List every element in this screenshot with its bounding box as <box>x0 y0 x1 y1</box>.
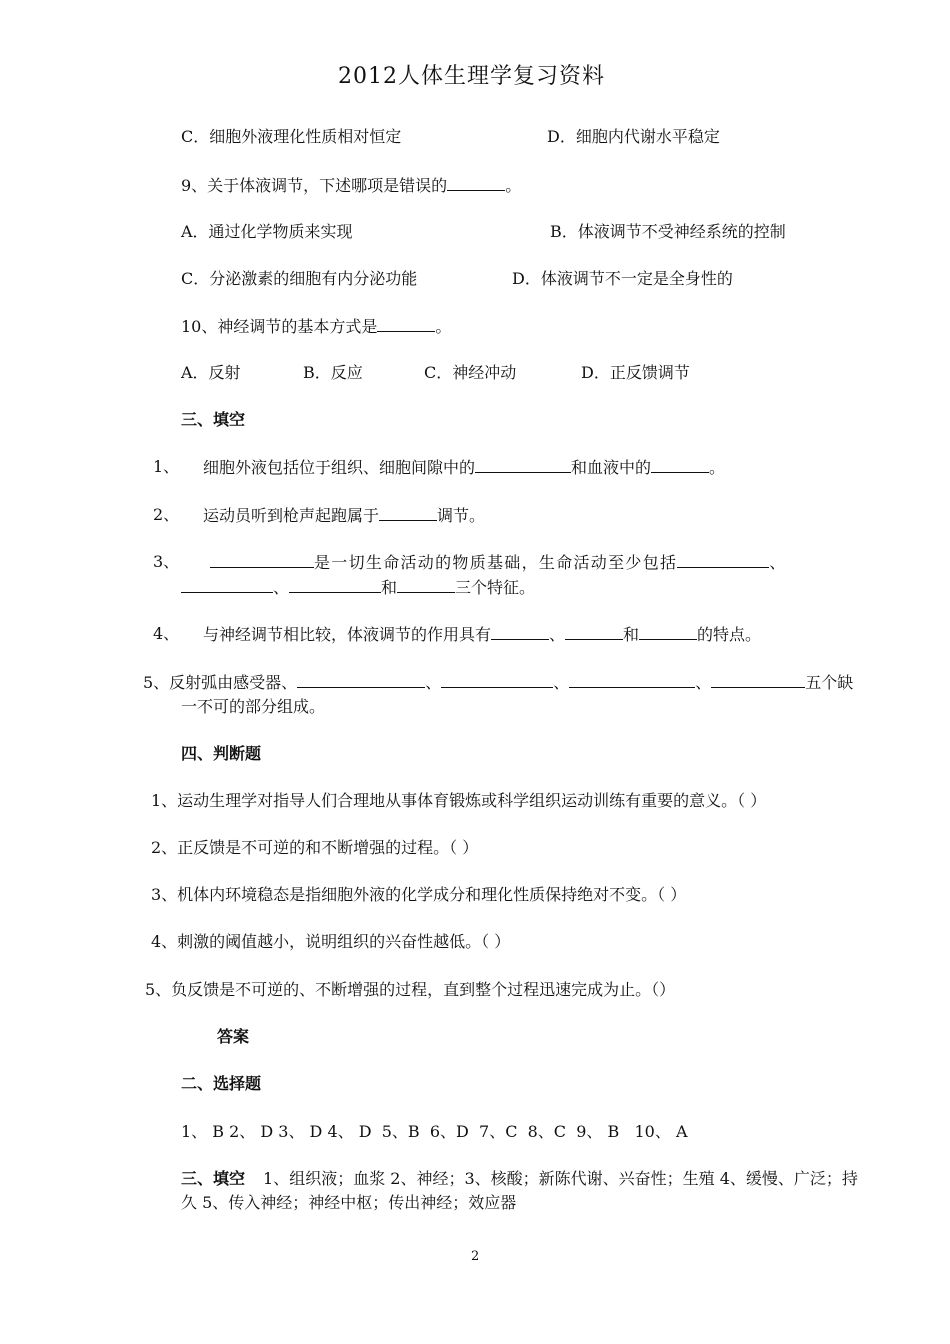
page-title: 2012人体生理学复习资料 <box>338 64 605 89</box>
fill-q3-line2 <box>181 576 535 599</box>
answer-blank <box>639 623 697 640</box>
separator: 、 <box>553 673 570 692</box>
fill-q5-line1 <box>143 671 853 694</box>
fill-q1-text-c: 。 <box>709 458 726 477</box>
fill-q1-number: 1、 <box>153 457 180 476</box>
answer-blank <box>475 456 571 473</box>
answer-blank <box>210 551 314 568</box>
fill-q1-text-b: 和血液中的 <box>571 458 652 477</box>
answer-blank <box>677 551 769 568</box>
fill-q3-number: 3、 <box>153 552 180 571</box>
answer-blank <box>651 456 709 473</box>
fill-q3-text-c: 、 <box>273 578 290 597</box>
fill-q5-text-a: 5、反射弧由感受器、 <box>143 673 298 692</box>
answer-blank <box>297 671 425 688</box>
fill-q4-text-b: 、 <box>549 625 566 644</box>
fill-q2-number: 2、 <box>153 505 180 524</box>
judge-heading: 四、判断题 <box>181 744 262 763</box>
fill-q4-text-d: 的特点。 <box>697 625 762 644</box>
answer-blank <box>491 623 549 640</box>
question-9-end: 。 <box>505 176 522 195</box>
answer-blank <box>397 576 455 593</box>
answer-blank <box>711 671 805 688</box>
answers-fill-heading: 三、填空 <box>181 1169 246 1188</box>
q10-option-c: C．神经冲动 <box>424 363 517 382</box>
fill-q1 <box>203 456 725 479</box>
answers-heading: 答案 <box>217 1027 250 1046</box>
fill-q3-line1 <box>210 551 787 574</box>
judge-item-3: 3、机体内环境稳态是指细胞外液的化学成分和理化性质保持绝对不变。（ ） <box>151 885 687 904</box>
q10-option-a: A．反射 <box>181 363 241 382</box>
answer-blank <box>569 671 695 688</box>
judge-item-4: 4、刺激的阈值越小，说明组织的兴奋性越低。（ ） <box>151 932 511 951</box>
judge-item-5: 5、负反馈是不可逆的、不断增强的过程，直到整个过程迅速完成为止。（） <box>145 980 676 999</box>
answer-blank <box>441 671 553 688</box>
q8-option-d: D．细胞内代谢水平稳定 <box>547 127 720 146</box>
fill-q4-number: 4、 <box>153 624 180 643</box>
answer-blank <box>377 315 435 332</box>
question-10-stem: 10、神经调节的基本方式是 <box>181 317 378 336</box>
fill-q4 <box>203 623 761 646</box>
fill-q2-text-b: 调节。 <box>437 506 486 525</box>
answers-choice-heading: 二、选择题 <box>181 1074 262 1093</box>
answers-fill-text: 1、组织液；血浆 2、神经；3、核酸；新陈代谢、兴奋性；生殖 4、缓慢、广泛；持 <box>263 1169 858 1188</box>
fill-heading: 三、填空 <box>181 410 246 429</box>
fill-q3-text-b: 、 <box>769 553 787 572</box>
judge-item-1: 1、运动生理学对指导人们合理地从事体育锻炼或科学组织运动训练有重要的意义。（ ） <box>151 791 767 810</box>
question-9 <box>181 174 521 197</box>
question-9-stem: 9、关于体液调节，下述哪项是错误的 <box>181 176 448 195</box>
q9-option-d: D．体液调节不一定是全身性的 <box>512 269 733 288</box>
answers-fill-line2: 久 5、传入神经；神经中枢；传出神经；效应器 <box>181 1193 517 1212</box>
answer-blank <box>181 576 273 593</box>
answers-choice-text: 1、 B 2、 D 3、 D 4、 D 5、B 6、D 7、C 8、C 9、 B 10、 A <box>181 1122 688 1141</box>
fill-q2-text-a: 运动员听到枪声起跑属于 <box>203 506 380 525</box>
q9-option-a: A．通过化学物质来实现 <box>181 222 353 241</box>
answer-blank <box>447 174 505 191</box>
fill-q3-text-a: 是一切生命活动的物质基础，生命活动至少包括 <box>314 553 678 572</box>
q9-option-b: B．体液调节不受神经系统的控制 <box>550 222 786 241</box>
question-10-end: 。 <box>435 317 452 336</box>
fill-q5-line2: 一不可的部分组成。 <box>181 697 326 716</box>
separator: 、 <box>695 673 712 692</box>
question-10 <box>181 315 451 338</box>
q10-option-b: B．反应 <box>303 363 363 382</box>
fill-q4-text-c: 和 <box>623 625 640 644</box>
answer-blank <box>289 576 381 593</box>
answer-blank <box>565 623 623 640</box>
answer-blank <box>379 504 437 521</box>
separator: 、 <box>425 673 442 692</box>
fill-q4-text-a: 与神经调节相比较，体液调节的作用具有 <box>203 625 492 644</box>
fill-q2 <box>203 504 485 527</box>
answers-fill-line1 <box>181 1168 858 1190</box>
q9-option-c: C．分泌激素的细胞有内分泌功能 <box>181 269 418 288</box>
fill-q3-text-d: 和 <box>381 578 398 597</box>
fill-q1-text-a: 细胞外液包括位于组织、细胞间隙中的 <box>203 458 476 477</box>
q8-option-c: C．细胞外液理化性质相对恒定 <box>181 127 402 146</box>
fill-q5-text-b: 五个缺 <box>805 673 854 692</box>
judge-item-2: 2、正反馈是不可逆的和不断增强的过程。（ ） <box>151 838 479 857</box>
fill-q3-text-e: 三个特征。 <box>455 578 536 597</box>
q10-option-d: D．正反馈调节 <box>581 363 690 382</box>
page-number: 2 <box>471 1249 480 1264</box>
